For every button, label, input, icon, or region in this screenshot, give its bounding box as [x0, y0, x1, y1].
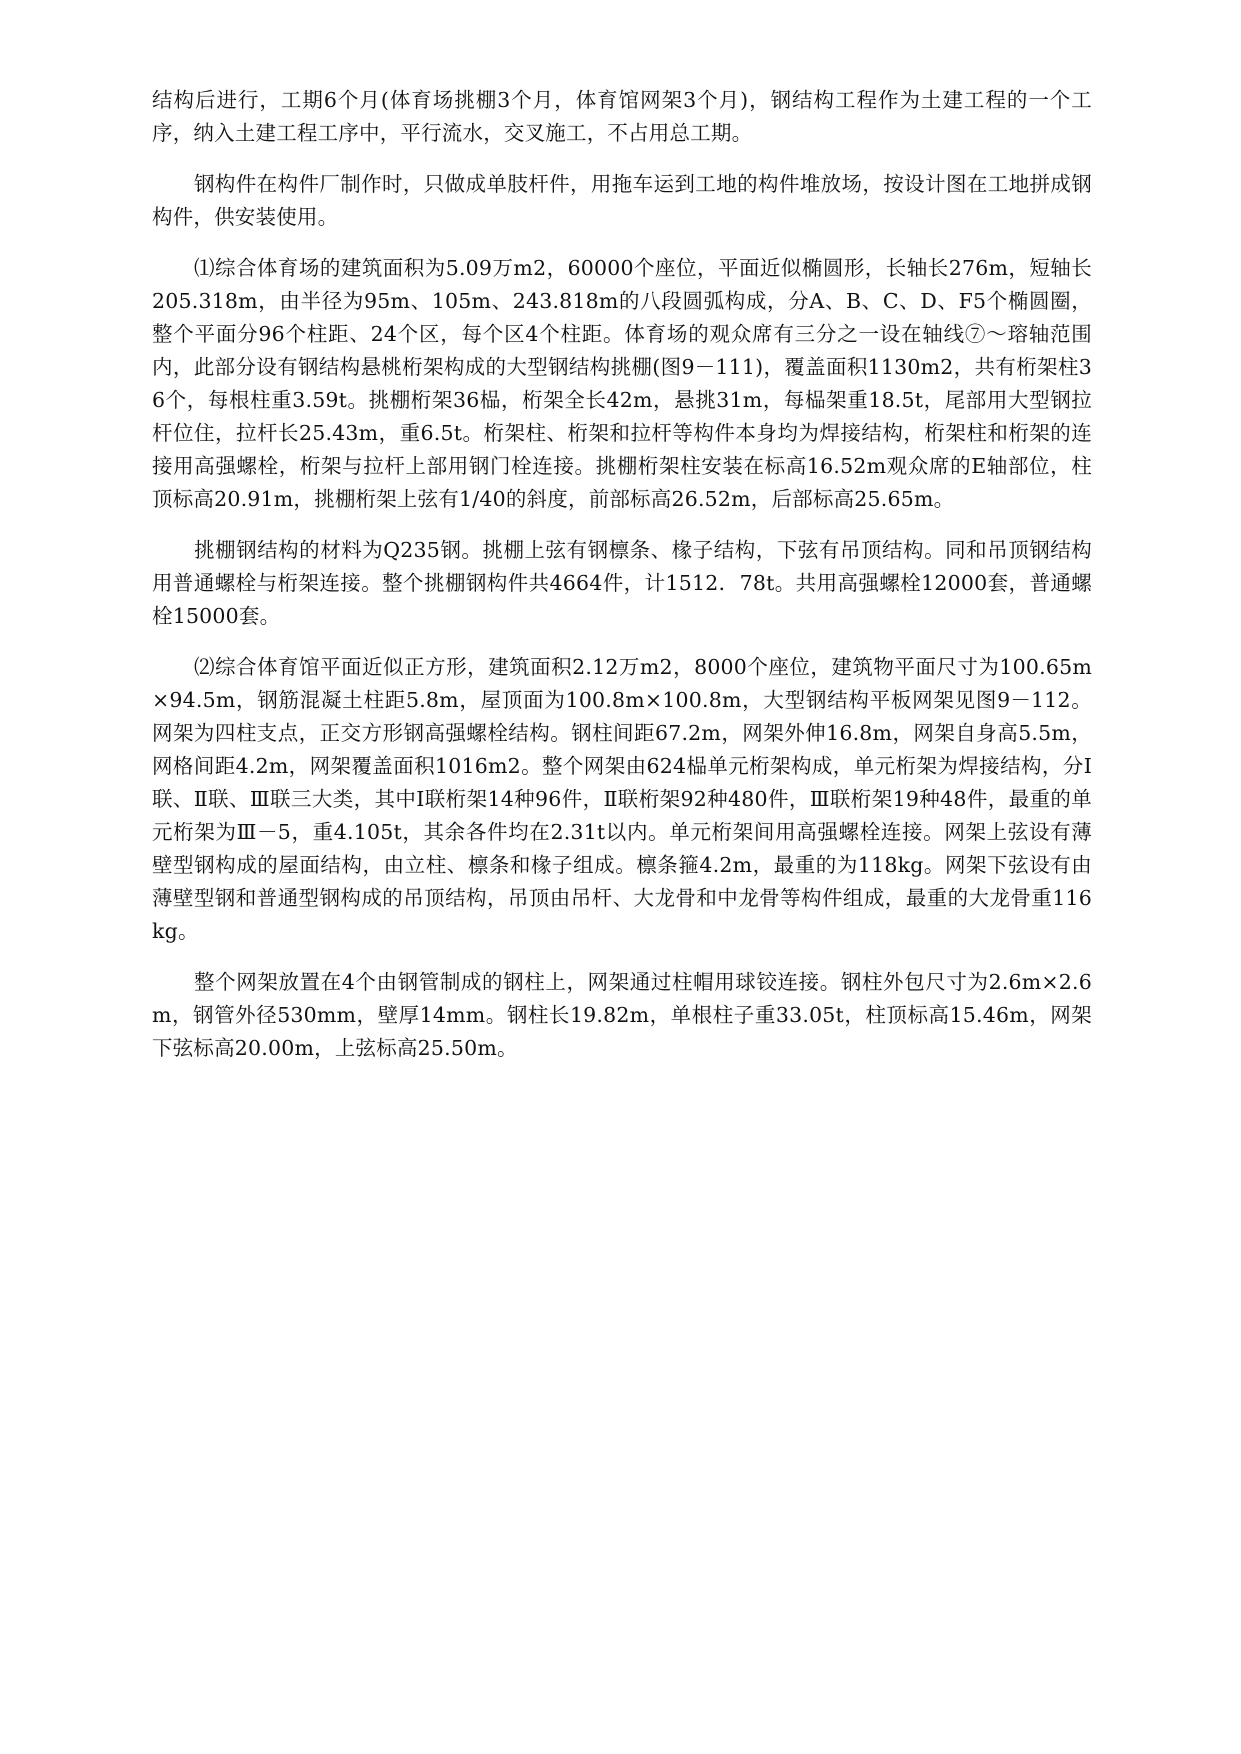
document-body	[152, 84, 1092, 1083]
paragraph-steel-columns: 整个网架放置在4个由钢管制成的钢柱上，网架通过柱帽用球铰连接。钢柱外包尺寸为2.6m×2.6m，钢管外径530mm，壁厚14mm。钢柱长19.82m，单根柱子重33.05t，柱顶标高15.46m，网架下弦标高20.00m，上弦标高25.50m。	[152, 970, 1092, 1060]
paragraph-stadium: ⑴综合体育场的建筑面积为5.09万m2，60000个座位，平面近似椭圆形，长轴长276m，短轴长205.318m，由半径为95m、105m、243.818m的八段圆弧构成，分A、B、C、D、F5个椭圆圈，整个平面分96个柱距、24个区，每个区4个柱距。体育场的观众席有三分之一设在轴线⑦～瑢轴范围内，此部分设有钢结构悬桃桁架构成的大型钢结构挑棚(图9－111)，覆盖面积1130m2，共有桁架柱36个，每根柱重3.59t。挑棚桁架36榀，桁架全长42m，悬挑31m，每榀架重18.5t，尾部用大型钢拉杆位住，拉杆长25.43m，重6.5t。桁架柱、桁架和拉杆等构件本身均为焊接结构，桁架柱和桁架的连接用高强螺栓，桁架与拉杆上部用钢门栓连接。挑棚桁架柱安装在标高16.52m观众席的E轴部位，柱顶标高20.91m，挑棚桁架上弦有1/40的斜度，前部标高26.52m，后部标高25.65m。	[152, 256, 1092, 511]
paragraph-continuation: 结构后进行，工期6个月(体育场挑棚3个月，体育馆网架3个月)，钢结构工程作为土建工程的一个工序，纳入土建工程工序中，平行流水，交叉施工，不占用总工期。	[152, 88, 1092, 145]
paragraph-canopy-material: 挑棚钢结构的材料为Q235钢。挑棚上弦有钢檩条、椽子结构，下弦有吊顶结构。同和吊顶钢结构用普通螺栓与桁架连接。整个挑棚钢构件共4664件，计1512．78t。共用高强螺栓12000套，普通螺栓15000套。	[152, 538, 1092, 628]
paragraph-gymnasium: ⑵综合体育馆平面近似正方形，建筑面积2.12万m2，8000个座位，建筑物平面尺寸为100.65m×94.5m，钢筋混凝土柱距5.8m，屋顶面为100.8m×100.8m，大型钢结构平板网架见图9－112。网架为四柱支点，正交方形钢高强螺栓结构。钢柱间距67.2m，网架外伸16.8m，网架自身高5.5m，网格间距4.2m，网架覆盖面积1016m2。整个网架由624榀单元桁架构成，单元桁架为焊接结构，分Ⅰ联、Ⅱ联、Ⅲ联三大类，其中Ⅰ联桁架14种96件，Ⅱ联桁架92种480件，Ⅲ联桁架19种48件，最重的单元桁架为Ⅲ－5，重4.105t，其余各件均在2.31t以内。单元桁架间用高强螺栓连接。网架上弦设有薄壁型钢构成的屋面结构，由立柱、檩条和椽子组成。檩条箍4.2m，最重的为118kg。网架下弦设有由薄壁型钢和普通型钢构成的吊顶结构，吊顶由吊杆、大龙骨和中龙骨等构件组成，最重的大龙骨重116kg。	[152, 655, 1092, 943]
paragraph-fabrication: 钢构件在构件厂制作时，只做成单肢杆件，用拖车运到工地的构件堆放场，按设计图在工地拼成钢构件，供安装使用。	[152, 172, 1092, 229]
